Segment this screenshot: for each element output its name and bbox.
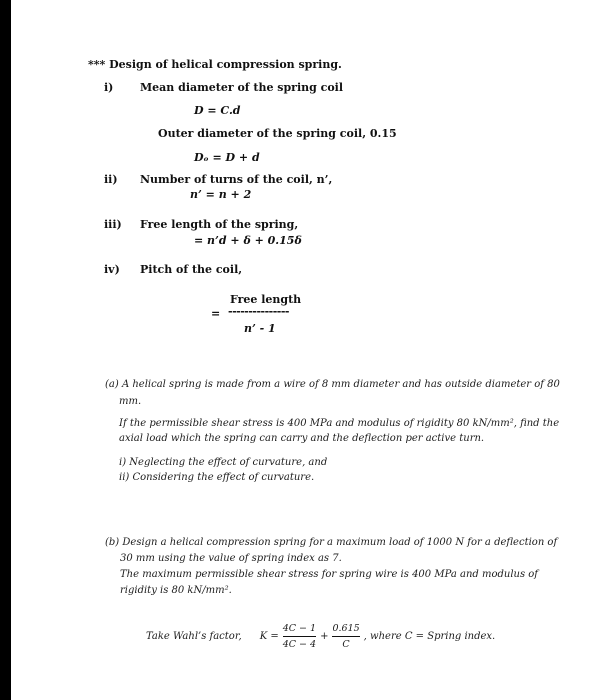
problem-a-line-4: axial load which the spring can carry and the deflection per active turn. [119,433,485,444]
item-formula-3: = n’d + δ + 0.15δ [194,234,302,247]
pitch-fraction-bar: --------------- [228,305,289,318]
wahl-tail: , where C = Spring index. [363,631,496,642]
item-number-1: i) [104,81,114,94]
problem-a-line-3: If the permissible shear stress is 400 MPa and modulus of rigidity 80 kN/mm², find the [119,418,560,429]
item-formula-1: D = C.d [194,104,241,117]
wahl-fraction-2-bar [332,636,359,637]
item-title-4: Pitch of the coil, [140,263,243,276]
pitch-numerator: Free length [230,293,302,306]
problem-a-line-2: mm. [119,396,142,407]
wahl-fraction-1 [283,623,316,650]
item-formula-outer: Dₒ = D + d [194,151,260,164]
wahl-fraction-1-denominator: 4C − 4 [282,639,317,650]
left-border-bar [0,0,11,700]
wahl-fraction-2-numerator: 0.615 [332,623,360,634]
item-title-1: Mean diameter of the spring coil [140,81,344,94]
wahl-label: Take Wahl’s factor, [146,631,242,642]
item-title-3: Free length of the spring, [140,218,299,231]
pitch-denominator: n’ - 1 [244,322,276,335]
pitch-equals: = [211,307,221,320]
problem-b-line-2: 30 mm using the value of spring index as 7. [120,553,342,564]
item-number-3: iii) [104,218,122,231]
wahl-fraction-2 [332,623,359,650]
problem-a-line-1: (a) A helical spring is made from a wire of 8 mm diameter and has outside diameter of 80 [105,379,560,390]
problem-a-sub-1: i) Neglecting the effect of curvature, and [119,457,328,468]
item-title-2: Number of turns of the coil, n’, [140,173,333,186]
problem-b-line-1: (b) Design a helical compression spring for a maximum load of 1000 N for a deflection of [105,537,558,548]
wahl-fraction-2-denominator: C [342,639,350,650]
problem-b-line-3: The maximum permissible shear stress for spring wire is 400 MPa and modulus of [120,569,538,580]
problem-b-line-4: rigidity is 80 kN/mm². [120,585,232,596]
wahl-fraction-1-bar [283,636,316,637]
problem-a-sub-2: ii) Considering the effect of curvature. [119,472,315,483]
wahl-fraction-1-numerator: 4C − 1 [282,623,317,634]
item-number-2: ii) [104,173,118,186]
item-formula-2: n’ = n + 2 [190,188,252,201]
wahl-k: K = [259,631,279,642]
wahl-factor-formula [146,623,495,650]
item-title-outer: Outer diameter of the spring coil, 0.15 [158,127,397,140]
wahl-plus: + [320,631,329,642]
item-number-4: iv) [104,263,120,276]
design-heading: *** Design of helical compression spring. [88,58,342,71]
